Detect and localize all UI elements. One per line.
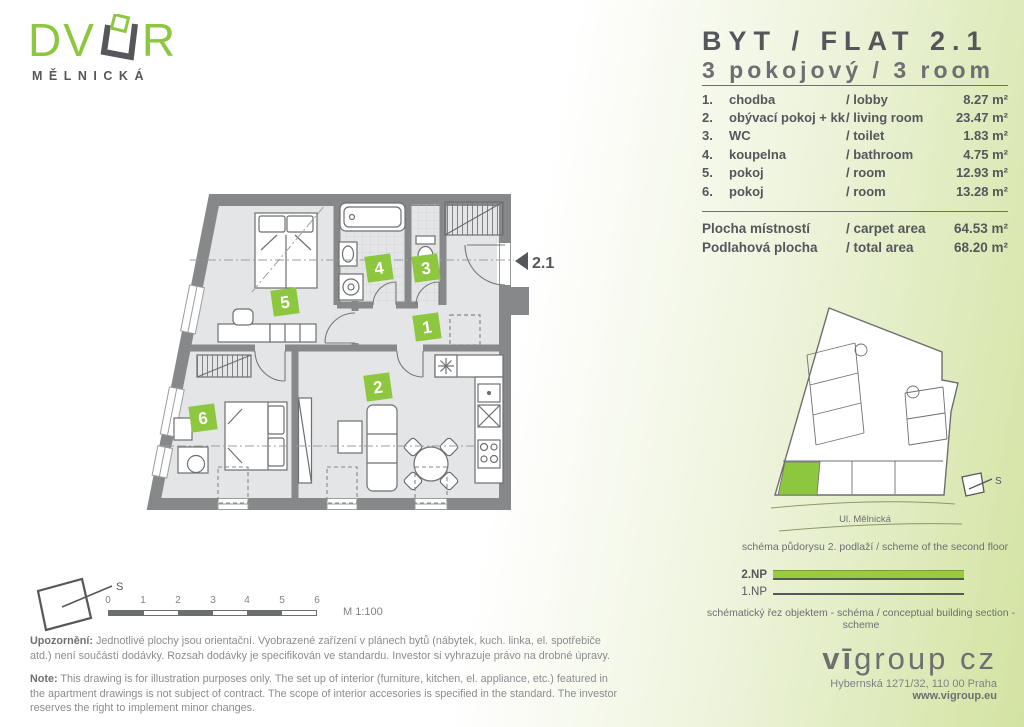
room-number: 4. [702, 146, 713, 162]
svg-text:2: 2 [372, 377, 385, 398]
office-chair [233, 309, 253, 325]
total-area: 64.53 m² [953, 221, 1008, 236]
brand-letters-dv: DV [28, 14, 96, 66]
total-label-en: / total area [846, 240, 914, 255]
room-number: 2. [702, 110, 713, 126]
total-area: 68.20 m² [953, 240, 1008, 255]
room-badge-6 [188, 403, 217, 432]
table-row [702, 127, 1008, 145]
total-label-en: / carpet area [846, 221, 926, 236]
total-label-cz: Podlahová plocha [702, 240, 818, 255]
total-label-cz: Plocha místností [702, 221, 811, 236]
floor1-label: 1.NP [741, 586, 767, 598]
entrance-arrow-icon [515, 252, 528, 270]
table-row [702, 145, 1008, 163]
room-name-cz: pokoj [729, 183, 764, 199]
scale-tick: 4 [244, 595, 250, 606]
room-area: 8.27 m² [963, 91, 1008, 107]
table-row [702, 108, 1008, 126]
page-title: BYT / FLAT 2.1 [702, 26, 989, 56]
room-name-en: / bathroom [846, 146, 914, 162]
svg-text:4: 4 [373, 258, 386, 279]
table-row [702, 90, 1008, 108]
note-en [30, 672, 622, 716]
room-table [702, 90, 1008, 200]
floor-plan [130, 188, 570, 541]
table-row [702, 182, 1008, 200]
room-name-cz: WC [729, 128, 751, 144]
scale-tick: 5 [279, 595, 285, 606]
scale-tick: 3 [210, 595, 216, 606]
room-name-en: / room [846, 183, 886, 199]
site-north-icon [962, 473, 1002, 496]
scale-tick: 0 [105, 595, 111, 606]
room-badge-3 [411, 253, 440, 282]
section-caption: schématický řez objektem - schéma / conceptual building section - scheme [706, 607, 1016, 631]
svg-text:S: S [995, 476, 1002, 487]
footer-address: Hybernská 1271/32, 110 00 Praha [830, 678, 997, 690]
footer-website: www.vigroup.eu [912, 690, 997, 702]
svg-text:5: 5 [279, 292, 292, 313]
note-en-text: This drawing is for illustration purposes only. The set up of interior (furniture, kitchen, el. appliance, etc.) featured in the apartment drawings is not subject of contract. The scope of interior accesories is specified in the standard. The investor reserves the right to implement minor changes. [30, 673, 618, 714]
note-en-label: Note: [30, 673, 58, 685]
page-subtitle: 3 pokojový / 3 room [702, 57, 994, 83]
sofa [367, 405, 397, 491]
brand-logo [28, 14, 177, 83]
scale-tick: 1 [140, 595, 146, 606]
highlighted-unit [778, 462, 820, 495]
note-cz-label: Upozornění: [30, 635, 93, 647]
room-name-en: / lobby [846, 91, 888, 107]
footer-brand [822, 643, 997, 702]
room-name-cz: chodba [729, 91, 776, 107]
note-cz [30, 634, 622, 663]
site-diagram [755, 293, 1024, 548]
table-row [702, 164, 1008, 182]
floor2-label: 2.NP [741, 569, 767, 581]
totals-row [702, 238, 1008, 257]
floor-scheme-caption: schéma půdorysu 2. podlaží / scheme of the second floor [741, 541, 1009, 553]
vigroup-logo [822, 643, 997, 675]
vigroup-logo-rest: group cz [854, 641, 997, 676]
room-name-en: / room [846, 165, 886, 181]
toilet [416, 236, 435, 244]
room-badge-2 [363, 372, 392, 401]
street-label: Ul. Mělnická [839, 514, 891, 525]
brand-letter-r: R [141, 14, 178, 66]
room-name-cz: obývací pokoj + kk [729, 110, 845, 126]
room-area: 23.47 m² [955, 110, 1008, 126]
room-badge-1 [412, 312, 441, 341]
room-number: 6. [702, 183, 713, 199]
scale-label: M 1:100 [343, 606, 383, 618]
desk [218, 324, 270, 342]
room-area: 13.28 m² [955, 183, 1008, 199]
entrance-label: 2.1 [532, 255, 555, 272]
brand-subtitle: MĚLNICKÁ [32, 69, 150, 83]
room-area: 1.83 m² [963, 128, 1008, 144]
vigroup-logo-i: ī [842, 641, 855, 676]
scale-tick: 6 [314, 595, 320, 606]
divider [702, 85, 1008, 86]
nightstand [174, 418, 192, 440]
brand-u-glyph-icon [97, 14, 141, 62]
north-label: S [116, 581, 124, 593]
svg-text:6: 6 [197, 408, 210, 429]
totals-block [702, 219, 1008, 257]
disclaimer-notes [30, 634, 622, 716]
scale-bar-segments [108, 610, 317, 616]
building-section [731, 569, 1021, 603]
room-name-cz: pokoj [729, 165, 764, 181]
svg-text:3: 3 [420, 258, 433, 279]
totals-row [702, 219, 1008, 238]
room-area: 4.75 m² [963, 146, 1008, 162]
room-number: 3. [702, 128, 713, 144]
room-number: 5. [702, 165, 713, 181]
room-badge-5 [270, 287, 299, 316]
divider [702, 211, 1008, 212]
room-name-en: / toilet [846, 128, 885, 144]
room-number: 1. [702, 91, 713, 107]
vigroup-logo-v: v [822, 641, 843, 676]
wall-step [503, 287, 529, 315]
chair [188, 456, 205, 473]
scale-tick: 2 [175, 595, 181, 606]
coffee-table [338, 421, 362, 453]
room-area: 12.93 m² [955, 165, 1008, 181]
room-name-en: / living room [846, 110, 924, 126]
floor2-bar [773, 570, 964, 580]
scale-bar [100, 595, 410, 625]
room-name-cz: koupelna [729, 146, 787, 162]
floor1-bar [773, 589, 964, 595]
dining-table [414, 447, 448, 481]
entrance-door [497, 243, 513, 285]
room-badge-4 [364, 253, 393, 282]
note-cz-text: Jednotlivé plochy jsou orientační. Vyobrazené zařízení v plánech bytů (nábytek, kuch. linka, el. spotřebiče atd.) není součástí dodávky. Rozsah dodávky je specifikován ve standardu. Investor si vyhrazuje právo na drobné úpravy. [30, 635, 610, 662]
svg-text:1: 1 [421, 317, 434, 338]
